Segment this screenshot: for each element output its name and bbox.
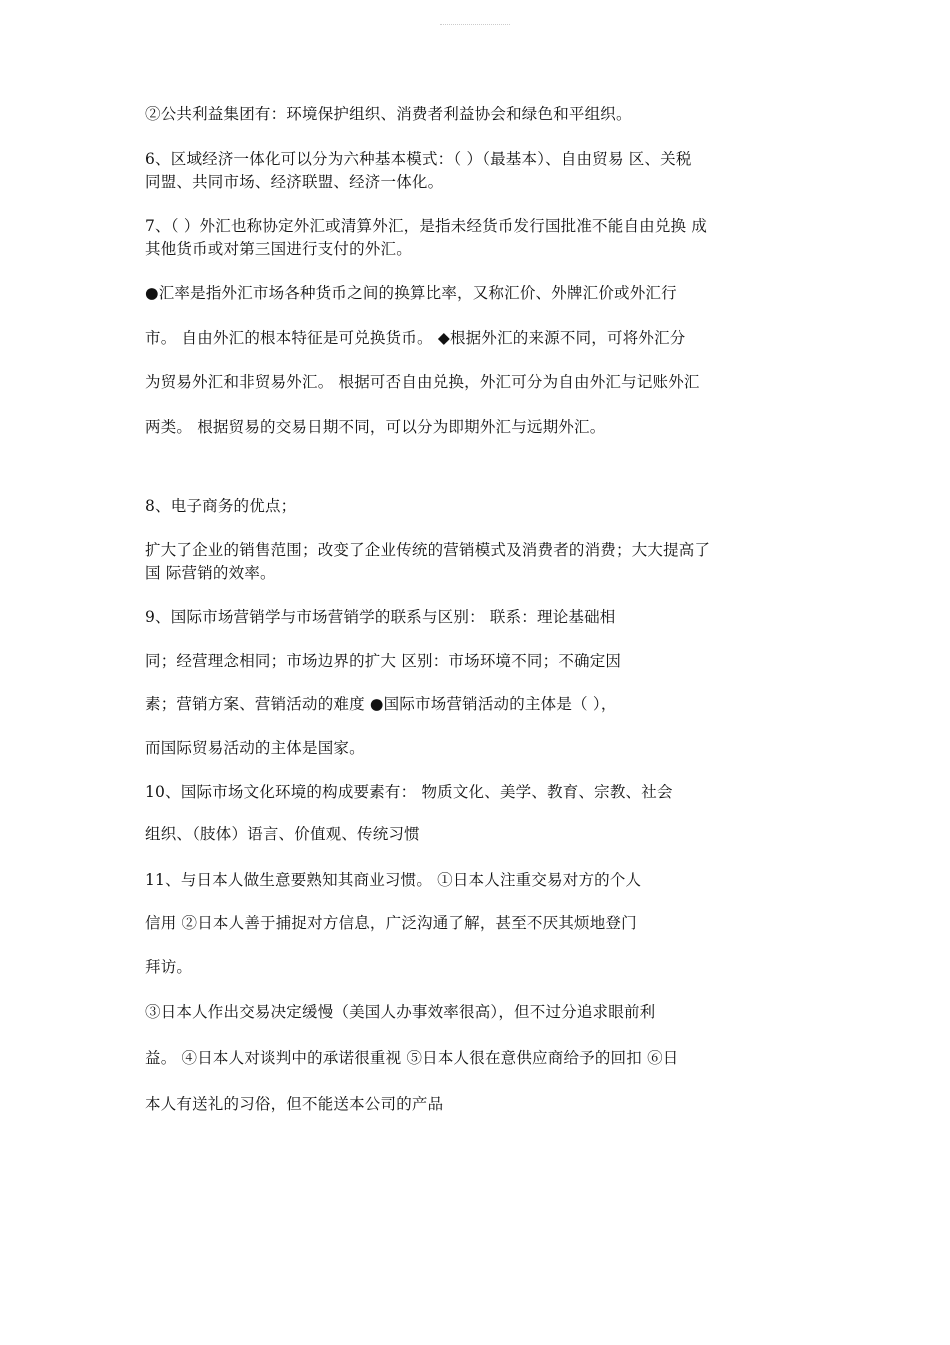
text-line: 组织、（肢体）语言、价值观、传统习惯 <box>145 825 420 843</box>
text-line: 两类。 根据贸易的交易日期不同，可以分为即期外汇与远期外汇。 <box>145 418 606 436</box>
text-line: 11、与日本人做生意要熟知其商业习惯。 ①日本人注重交易对方的个人 <box>145 871 642 889</box>
text-line: 同盟、共同市场、经济联盟、经济一体化。 <box>145 173 444 191</box>
text-line: 同；经营理念相同；市场边界的扩大 区别：市场环境不同；不确定因 <box>145 652 622 670</box>
text-line: ②公共利益集团有：环境保护组织、消费者利益协会和绿色和平组织。 <box>145 105 632 123</box>
text-line: 7、（ ）外汇也称协定外汇或清算外汇，是指未经货币发行国批准不能自由兑换 成 <box>145 217 708 235</box>
text-line: 8、电子商务的优点； <box>145 497 297 515</box>
text-line: 素；营销方案、营销活动的难度 ●国际市场营销活动的主体是（ ）， <box>145 695 617 713</box>
text-line: 其他货币或对第三国进行支付的外汇。 <box>145 240 412 258</box>
text-line: 为贸易外汇和非贸易外汇。 根据可否自由兑换，外汇可分为自由外汇与记账外汇 <box>145 373 700 391</box>
text-line: 本人有送礼的习俗，但不能送本公司的产品 <box>145 1095 444 1113</box>
text-line: 市。 自由外汇的根本特征是可兑换货币。 ◆根据外汇的来源不同，可将外汇分 <box>145 329 686 347</box>
text-line: 10、国际市场文化环境的构成要素有： 物质文化、美学、教育、宗教、社会 <box>145 783 673 801</box>
header-mark <box>440 24 510 31</box>
text-line: 扩大了企业的销售范围；改变了企业传统的营销模式及消费者的消费；大大提高了 <box>145 541 711 559</box>
text-line: 益。 ④日本人对谈判中的承诺很重视 ⑤日本人很在意供应商给予的回扣 ⑥日 <box>145 1049 679 1067</box>
text-line: 国 际营销的效率。 <box>145 564 276 582</box>
text-line: 而国际贸易活动的主体是国家。 <box>145 739 365 757</box>
text-line: 拜访。 <box>145 958 193 976</box>
text-line: ③日本人作出交易决定缓慢（美国人办事效率很高），但不过分追求眼前利 <box>145 1003 656 1021</box>
text-line: 6、区域经济一体化可以分为六种基本模式：（ ）（最基本）、自由贸易 区、关税 <box>145 150 692 168</box>
text-line: ●汇率是指外汇市场各种货币之间的换算比率，又称汇价、外牌汇价或外汇行 <box>145 284 677 302</box>
text-line: 9、国际市场营销学与市场营销学的联系与区别： 联系：理论基础相 <box>145 608 616 626</box>
text-line: 信用 ②日本人善于捕捉对方信息，广泛沟通了解，甚至不厌其烦地登门 <box>145 914 637 932</box>
